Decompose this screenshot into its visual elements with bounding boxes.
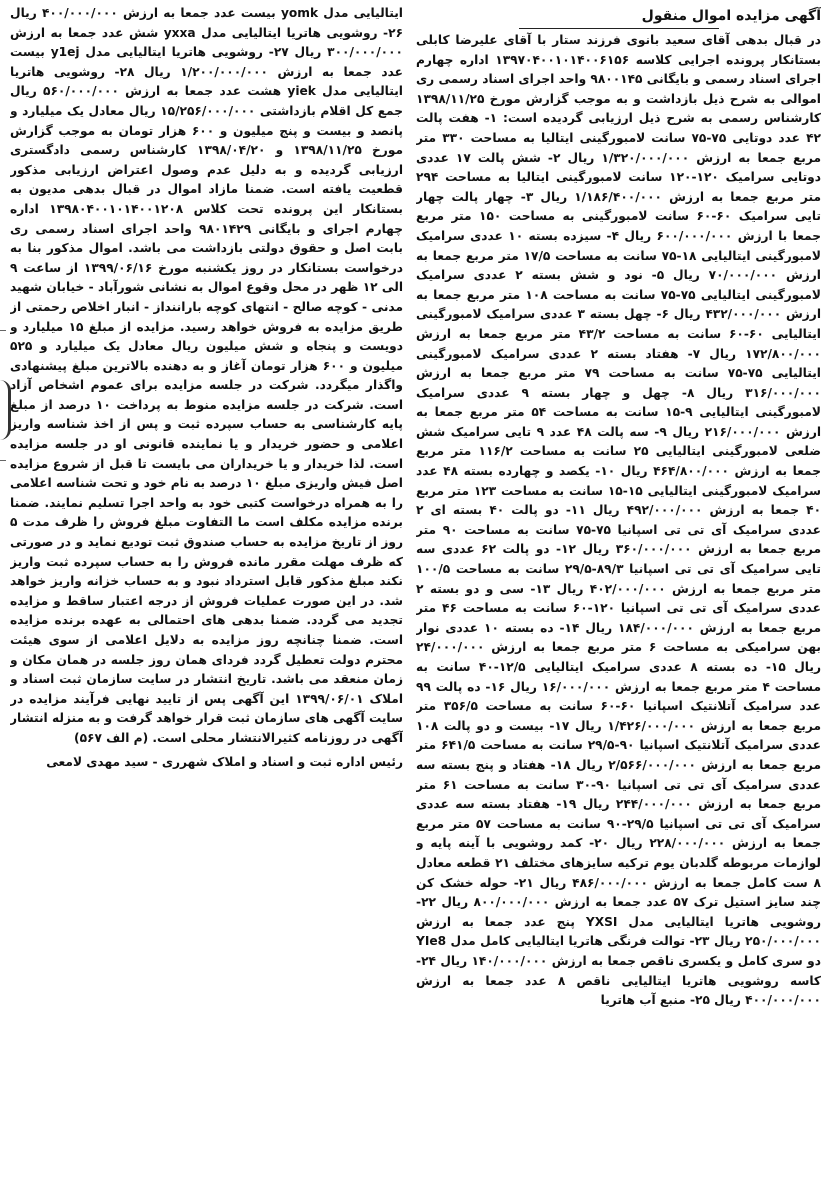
ad-title: آگهی مزایده اموال منقول xyxy=(641,8,821,24)
right-column xyxy=(416,4,821,1176)
right-column-text: در قبال بدهی آقای سعید بانوی فرزند ستار با آقای علیرضا کابلی بستانکار پرونده اجرایی کلاسه ۱۳۹۷۰۴۰۰۱۰۱۴۰۰۶۱۵۶ اداره چهارم اجرای اسناد رسمی و بایگانی ۹۸۰۰۱۴۵ واحد اجرای اسناد رسمی ری اموالی به شرح ذیل بازداشت و به موجب گزارش مورخ ۱۳۹۸/۱۱/۲۵ کارشناس رسمی به شرح ذیل ارزیابی گردیده است: ۱- هفت پالت ۴۲ عدد دوتایی ۷۵-۷۵ سانت لامبورگینی ایتالیا به مساحت ۳۳۰ متر مربع جمعا به ارزش ۱/۳۲۰/۰۰۰/۰۰۰ ریال ۲- شش پالت ۱۷ عددی دوتایی سرامیک ۱۲۰-۱۲۰ سانت لامبورگینی ایتالیا به مساحت ۲۹۴ متر مربع جمعا به ارزش ۱/۱۸۶/۴۰۰/۰۰۰ ریال ۳- چهار پالت چهار تایی سرامیک ۶۰-۶۰ سانت لامبورگینی به مساحت ۱۵۰ متر مربع جمعا با ارزش ۶۰۰/۰۰۰/۰۰۰ ریال ۴- سیزده بسته ۱۰ عددی سرامیک لامبورگینی ایتالیایی ۱۸-۷۵ سانت به مساحت ۱۷/۵ متر مربع جمعا به ارزش ۷۰/۰۰۰/۰۰۰ ریال ۵- نود و شش بسته ۲ عددی سرامیک لامبورگینی ایتالیایی ۷۵-۷۵ سانت به مساحت ۱۰۸ متر مربع جمعا به ارزش ۴۳۲/۰۰۰/۰۰۰ ریال ۶- چهل بسته ۳ عددی سرامیک لامبورگینی ایتالیایی ۶۰-۶۰ سانت به مساحت ۴۳/۲ متر مربع جمعا به ارزش ۱۷۲/۸۰۰/۰۰۰ ریال ۷- هفتاد بسته ۲ عددی سرامیک لامبورگینی ایتالیایی ۷۵-۷۵ سانت به مساحت ۷۹ متر مربع جمعا به ارزش ۳۱۶/۰۰۰/۰۰۰ ریال ۸- چهل و چهار بسته ۹ عددی سرامیک لامبورگینی ایتالیایی ۹-۱۵ سانت به مساحت ۵۴ متر مربع جمعا به ارزش ۲۱۶/۰۰۰/۰۰۰ ریال ۹- سه پالت ۴۸ عدد ۹ تایی سرامیک شش ضلعی لامبورگینی ایتالیایی ۲۵ سانت به مساحت ۱۱۶/۲ متر مربع جمعا به ارزش ۴۶۴/۸۰۰/۰۰۰ ریال ۱۰- یکصد و چهارده بسته ۴۸ عدد سرامیک لامبورگینی ایتالیایی ۱۵-۱۵ سانت به مساحت ۱۲۳ متر مربع ۴۰ جمعا به ارزش ۴۹۲/۰۰۰/۰۰۰ ریال ۱۱- دو پالت ۴۰ بسته ای ۲ عددی سرامیک آی تی تی اسپانیا ۷۵-۷۵ سانت به مساحت ۹۰ متر مربع جمعا به ارزش ۳۶۰/۰۰۰/۰۰۰ ریال ۱۲- دو پالت ۶۲ عددی سه تایی سرامیک آی تی تی اسپانیا ۸۹/۳-۲۹/۵ سانت به مساحت ۱۰۰/۵ متر مربع جمعا به ارزش ۴۰۲/۰۰۰/۰۰۰ ریال ۱۳- سی و دو بسته ۲ عددی سرامیک آی تی تی اسپانیا ۱۲۰-۶۰ سانت به مساحت ۴۶ متر مربع جمعا به ارزش ۱۸۴/۰۰۰/۰۰۰ ریال ۱۴- ده بسته ۱۰ عددی نوار بهن سرامیکی به مساحت ۶ متر مربع جمعا به ارزش ۲۴/۰۰۰/۰۰۰ ریال ۱۵- ده بسته ۸ عددی سرامیک ایتالیایی ۱۲/۵-۴۰ سانت به مساحت ۴ متر مربع جمعا به ارزش ۱۶/۰۰۰/۰۰۰ ریال ۱۶- ده پالت ۹۹ عدد سرامیک آتلانتیک اسپانیا ۶۰-۶۰ سانت به مساحت ۳۵۶/۵ متر مربع جمعا به ارزش ۱/۴۲۶/۰۰۰/۰۰۰ ریال ۱۷- بیست و دو پالت ۱۰۸ عددی سرامیک آتلانتیک اسپانیا ۹۰-۲۹/۵ سانت به مساحت ۶۴۱/۵ متر مربع جمعا به ارزش ۲/۵۶۶/۰۰۰/۰۰۰ ریال ۱۸- هفتاد و پنج بسته سه عددی سرامیک آی تی تی اسپانیا ۹۰-۳۰ سانت به مساحت ۶۱ متر مربع جمعا به ارزش ۲۴۴/۰۰۰/۰۰۰ ریال ۱۹- هفتاد بسته سه عددی سرامیک آی تی تی اسپانیا ۲۹/۵-۹۰ سانت به مساحت ۵۷ متر مربع جمعا به ارزش ۲۲۸/۰۰۰/۰۰۰ ریال ۲۰- کمد روشویی با آینه پایه و لوازمات مربوطه گلدبان یوم ترکیه سایزهای مختلف ۲۱ قطعه معادل ۸ ست کامل جمعا به ارزش ۴۸۶/۰۰۰/۰۰۰ ریال ۲۱- حوله خشک کن چند سایز استیل ترک ۵۷ عدد جمعا به ارزش ۸۰۰/۰۰۰/۰۰۰ ریال ۲۲- روشویی هاتریا ایتالیایی مدل YXSI پنج عدد جمعا به ارزش ۲۵۰/۰۰۰/۰۰۰ ریال ۲۳- توالت فرنگی هاتریا ایتالیایی کامل مدل YIe8 دو سری کامل و یکسری ناقص جمعا به ارزش ۱۴۰/۰۰۰/۰۰۰ ریال ۲۴- کاسه روشویی هاتریا ایتالیایی ناقص ۸ عدد جمعا به ارزش ۴۰۰/۰۰۰/۰۰۰ ریال ۲۵- منبع آب هاتریا xyxy=(416,33,821,1008)
edge-rule-top xyxy=(0,330,6,331)
edge-bracket-mark xyxy=(0,380,11,440)
title-underline xyxy=(519,28,719,29)
signature-line: رئیس اداره ثبت و اسناد و املاک شهرری - سید مهدی لامعی xyxy=(46,754,403,769)
edge-rule-bottom xyxy=(0,460,6,461)
left-column-text: ایتالیایی مدل yomk بیست عدد جمعا به ارزش ۴۰۰/۰۰۰/۰۰۰ ریال ۲۶- روشویی هاتریا ایتالیایی مدل yxxa شش عدد جمعا به ارزش ۳۰۰/۰۰۰/۰۰۰ ریال ۲۷- روشویی هاتریا ایتالیایی مدل y1ej بیست عدد جمعا به ارزش ۱/۲۰۰/۰۰۰/۰۰۰ ریال ۲۸- روشویی هاتریا ایتالیایی مدل yiek هشت عدد جمعا به ارزش ۵۶۰/۰۰۰/۰۰۰ ریال جمع کل اقلام بازداشتی ۱۵/۲۵۶/۰۰۰/۰۰۰ ریال معادل یک میلیارد و پانصد و بیست و پنج میلیون و ۶۰۰ هزار تومان به موجب گزارش مورخ ۱۳۹۸/۱۱/۲۵ و ۱۳۹۸/۰۴/۲۰ کارشناس رسمی دادگستری ارزیابی گردیده و به دلیل عدم وصول اعتراض ارزیابی مذکور قطعیت یافته است. ضمنا مازاد اموال در قبال بدهی مدیون به بستانکار این پرونده تحت کلاس ۱۳۹۸۰۴۰۰۱۰۱۴۰۰۱۲۰۸ اداره چهارم اجرای و بایگانی ۹۸۰۱۴۲۹ واحد اجرای اسناد رسمی ری بابت اصل و حقوق دولتی بازداشت می باشد. اموال مذکور بنا به درخواست بستانکار در روز یکشنبه مورخ ۱۳۹۹/۰۶/۱۶ از ساعت ۹ الی ۱۲ ظهر در محل وقوع اموال به نشانی شورآباد - خیابان شهید مدنی - کوچه صالح - انتهای کوچه باراننداز - انبار اخلاص رحمتی از طریق مزایده به فروش خواهد رسید. مزایده از مبلغ ۱۵ میلیارد و دویست و پنجاه و شش میلیون ریال معادل یک میلیارد و ۵۲۵ میلیون و ۶۰۰ هزار تومان آغاز و به دهنده بالاترین مبلغ پیشنهادی واگذار میگردد. شرکت در جلسه مزایده برای عموم اشخاص آزاد است. شرکت در جلسه مزایده منوط به پرداخت ۱۰ درصد از مبلغ پایه کارشناسی به حساب سپرده ثبت و پس از اخذ شناسه واریز اعلامی و حضور خریدار و یا نماینده قانونی او در جلسه مزایده است. لذا خریدار و یا خریداران می بایست تا قبل از شروع مزایده اصل فیش واریزی مبلغ ۱۰ درصد به نام خود و تحت شناسه اعلامی را به همراه درخواست کتبی خود به واحد اجرا تسلیم نمایند. ضمنا برنده مزایده مکلف است ما التفاوت مبلغ فروش را ظرف مدت ۵ روز از تاریخ مزایده به حساب صندوق ثبت تودیع نماید و در صورتی که ظرف مهلت مقرر مانده فروش را به حساب سپرده ثبت واریز نکند مبلغ مذکور قابل استرداد نبود و به حساب خزانه واریز خواهد شد. در این صورت عملیات فروش از درجه اعتبار ساقط و مزایده تجدید می گردد. ضمنا بدهی های احتمالی به عهده برنده مزایده است. ضمنا چنانچه روز مزایده به دلایل اعلامی از سوی هیئت محترم دولت تعطیل گردد فردای همان روز جلسه در همان مکان و زمان منعقد می باشد. تاریخ انتشار در سایت سازمان ثبت اسناد و املاک ۱۳۹۹/۰۶/۰۱ این آگهی پس از تایید نهایی فرآیند مزایده در سایت آگهی های سازمان ثبت قرار خواهد گرفت و به منزله انتشار آگهی در روزنامه کثیرالانتشار محلی است. (م الف ۵۶۷) xyxy=(10,6,403,745)
left-column xyxy=(10,4,403,1176)
